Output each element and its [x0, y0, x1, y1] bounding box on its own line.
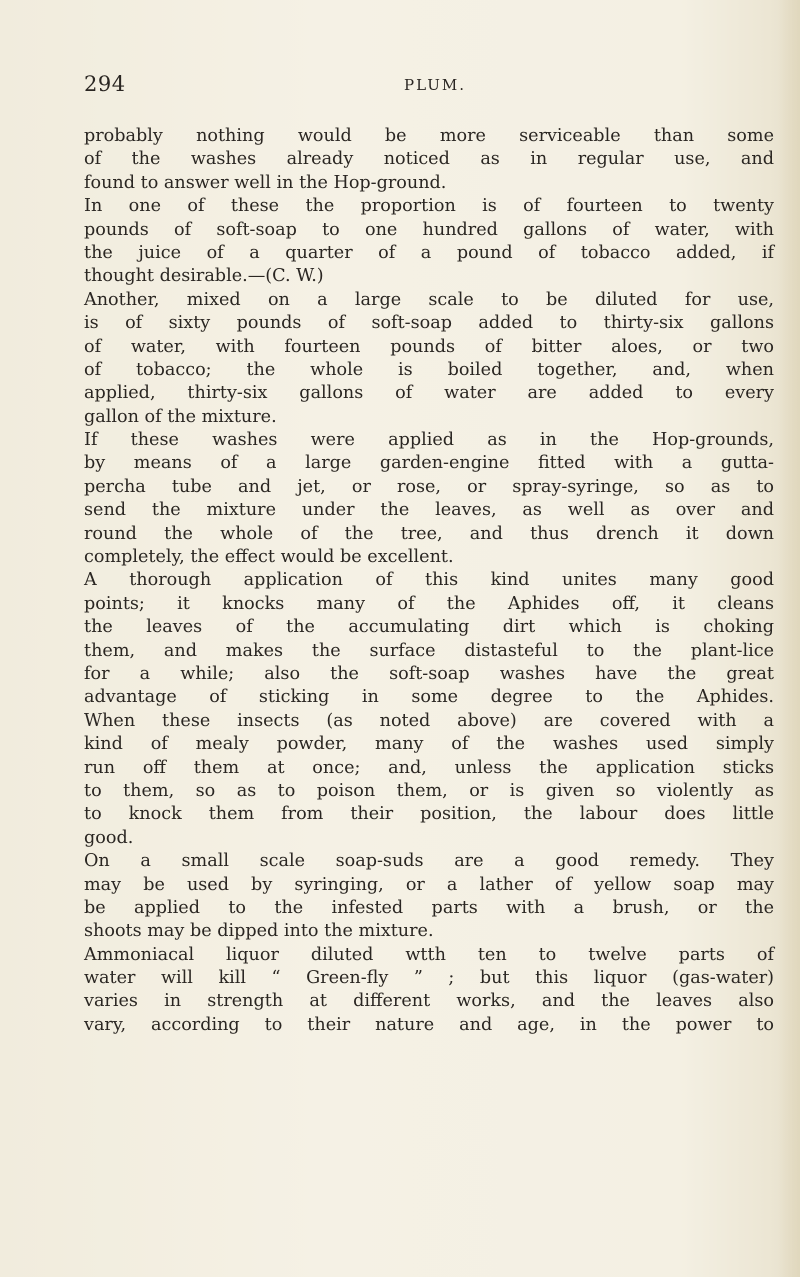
text-line: kind of mealy powder, many of the washes used simply — [84, 734, 774, 755]
text-line: be applied to the infested parts with a brush, or the — [84, 897, 774, 918]
text-line: send the mixture under the leaves, as well as over and — [84, 500, 774, 521]
text-line: When these insects (as noted above) are covered with a — [84, 710, 774, 731]
text-line: On a small scale soap-suds are a good remedy. They — [84, 851, 774, 872]
page-edge-shadow — [778, 0, 800, 1277]
text-line: probably nothing would be more serviceable than some — [84, 126, 774, 146]
text-line: for a while; also the soft-soap washes have the great — [84, 663, 774, 684]
text-line: of water, with fourteen pounds of bitter aloes, or two — [84, 336, 774, 357]
page-number: 294 — [84, 72, 126, 96]
text-line: good. — [84, 827, 134, 848]
text-line: gallon of the mixture. — [84, 406, 277, 427]
text-line: round the whole of the tree, and thus drench it down — [84, 523, 774, 544]
text-line: of the washes already noticed as in regular use, and — [84, 149, 774, 170]
text-line: may be used by syringing, or a lather of yellow soap may — [84, 874, 774, 895]
text-line: Ammoniacal liquor diluted wtth ten to twelve parts of — [84, 944, 774, 965]
body-text — [84, 125, 774, 1037]
text-line: In one of these the proportion is of fourteen to twenty — [84, 196, 774, 217]
text-line: pounds of soft-soap to one hundred gallons of water, with — [84, 219, 774, 240]
text-line: the juice of a quarter of a pound of tobacco added, if — [84, 242, 774, 263]
text-line: If these washes were applied as in the Hop-grounds, — [84, 430, 774, 451]
text-line: shoots may be dipped into the mixture. — [84, 921, 434, 942]
text-line: points; it knocks many of the Aphides off, it cleans — [84, 593, 774, 614]
text-line: completely, the effect would be excellent. — [84, 547, 454, 568]
text-line: of tobacco; the whole is boiled together, and, when — [84, 359, 774, 380]
text-line: them, and makes the surface distasteful to the plant-lice — [84, 640, 774, 661]
text-line: is of sixty pounds of soft-soap added to thirty-six gallons — [84, 313, 774, 334]
text-line: run off them at once; and, unless the application sticks — [84, 757, 774, 778]
text-line: advantage of sticking in some degree to the Aphides. — [84, 687, 774, 708]
text-line: thought desirable.—(C. W.) — [84, 266, 324, 287]
text-line: Another, mixed on a large scale to be diluted for use, — [84, 289, 774, 310]
text-line: varies in strength at different works, and the leaves also — [84, 991, 774, 1012]
text-line: percha tube and jet, or rose, or spray-syringe, so as to — [84, 476, 774, 497]
text-line: applied, thirty-six gallons of water are added to every — [84, 383, 774, 404]
text-line: to knock them from their position, the labour does little — [84, 804, 774, 825]
page-header — [84, 72, 774, 102]
text-line: found to answer well in the Hop-ground. — [84, 172, 447, 193]
text-line: by means of a large garden-engine fitted with a gutta- — [84, 453, 774, 474]
text-line: to them, so as to poison them, or is given so violently as — [84, 780, 774, 801]
text-line: A thorough application of this kind unites many good — [84, 570, 774, 591]
text-line: water will kill “ Green-fly ” ; but this liquor (gas-water) — [84, 968, 774, 989]
text-line: the leaves of the accumulating dirt which is choking — [84, 617, 774, 638]
running-head: PLUM. — [404, 76, 467, 94]
text-line: vary, according to their nature and age, in the power to — [84, 1014, 774, 1035]
